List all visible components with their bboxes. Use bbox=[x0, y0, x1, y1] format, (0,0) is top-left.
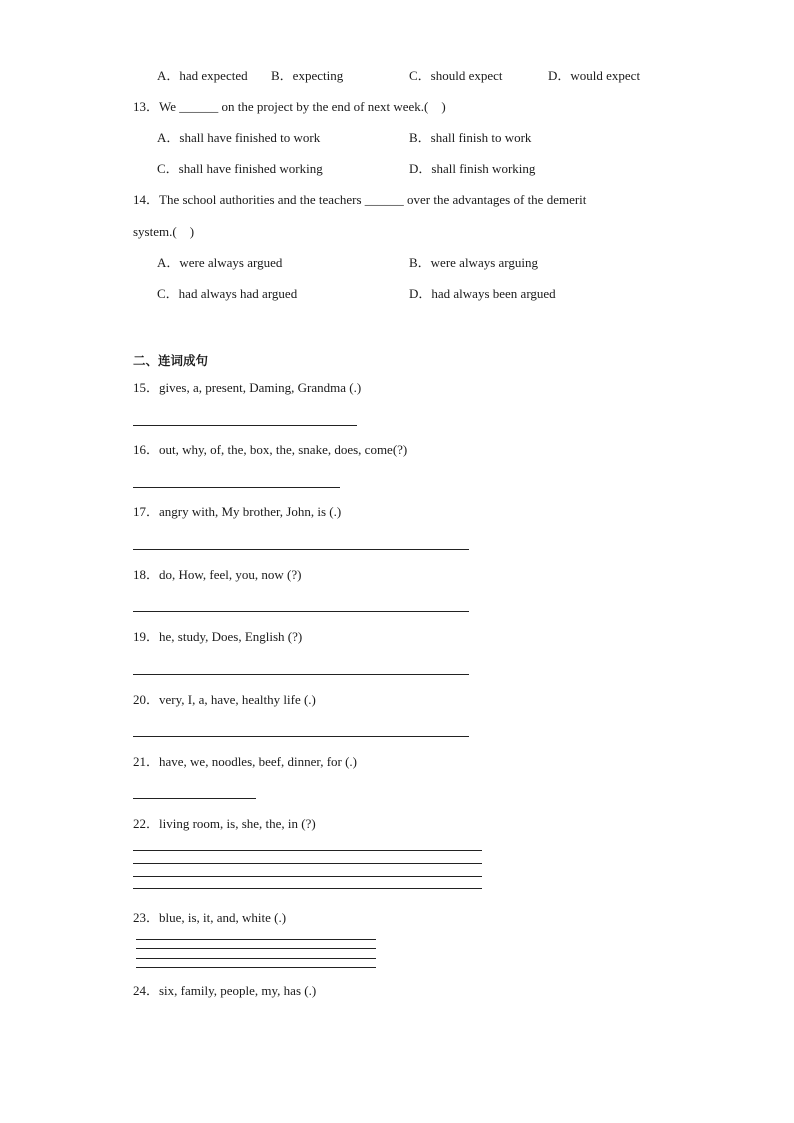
q14-option-b: B．were always arguing bbox=[409, 255, 539, 270]
question-18: 18．do, How, feel, you, now (?) bbox=[133, 567, 302, 582]
answer-line-18[interactable] bbox=[133, 611, 469, 612]
answer-line-23c[interactable] bbox=[136, 958, 376, 959]
q13-option-c: C．shall have finished working bbox=[157, 161, 323, 176]
question-15: 15．gives, a, present, Daming, Grandma (.) bbox=[133, 380, 362, 395]
question-23: 23．blue, is, it, and, white (.) bbox=[133, 910, 287, 925]
q13-option-b: B．shall finish to work bbox=[409, 130, 532, 145]
q14-stem-line1: 14．The school authorities and the teachers ______ over the advantages of the demerit bbox=[133, 192, 587, 207]
q12-option-c: C．should expect bbox=[409, 68, 503, 83]
q12-option-d: D．would expect bbox=[548, 68, 641, 83]
q12-option-b: B．expecting bbox=[271, 68, 344, 83]
answer-line-21[interactable] bbox=[133, 798, 256, 799]
answer-line-23d[interactable] bbox=[136, 967, 376, 968]
answer-line-22c[interactable] bbox=[133, 876, 482, 877]
question-19: 19．he, study, Does, English (?) bbox=[133, 629, 303, 644]
answer-line-22a[interactable] bbox=[133, 850, 482, 851]
answer-line-23a[interactable] bbox=[136, 939, 376, 940]
answer-line-23b[interactable] bbox=[136, 948, 376, 949]
q12-option-a: A．had expected bbox=[157, 68, 248, 83]
answer-line-22b[interactable] bbox=[133, 863, 482, 864]
q14-option-d: D．had always been argued bbox=[409, 286, 556, 301]
section-heading: 二、连词成句 bbox=[133, 353, 209, 368]
answer-line-15[interactable] bbox=[133, 425, 357, 426]
question-22: 22．living room, is, she, the, in (?) bbox=[133, 816, 316, 831]
answer-line-19[interactable] bbox=[133, 674, 469, 675]
q13-stem: 13．We ______ on the project by the end of next week.( ) bbox=[133, 99, 446, 114]
q14-stem-line2: system.( ) bbox=[133, 224, 195, 239]
q13-option-d: D．shall finish working bbox=[409, 161, 536, 176]
q14-option-a: A．were always argued bbox=[157, 255, 283, 270]
q14-option-c: C．had always had argued bbox=[157, 286, 298, 301]
answer-line-22d[interactable] bbox=[133, 888, 482, 889]
answer-line-16[interactable] bbox=[133, 487, 340, 488]
answer-line-20[interactable] bbox=[133, 736, 469, 737]
question-21: 21．have, we, noodles, beef, dinner, for (.) bbox=[133, 754, 358, 769]
question-20: 20．very, I, a, have, healthy life (.) bbox=[133, 692, 316, 707]
q13-option-a: A．shall have finished to work bbox=[157, 130, 321, 145]
question-24: 24．six, family, people, my, has (.) bbox=[133, 983, 317, 998]
question-16: 16．out, why, of, the, box, the, snake, does, come(?) bbox=[133, 442, 408, 457]
answer-line-17[interactable] bbox=[133, 549, 469, 550]
question-17: 17．angry with, My brother, John, is (.) bbox=[133, 504, 342, 519]
